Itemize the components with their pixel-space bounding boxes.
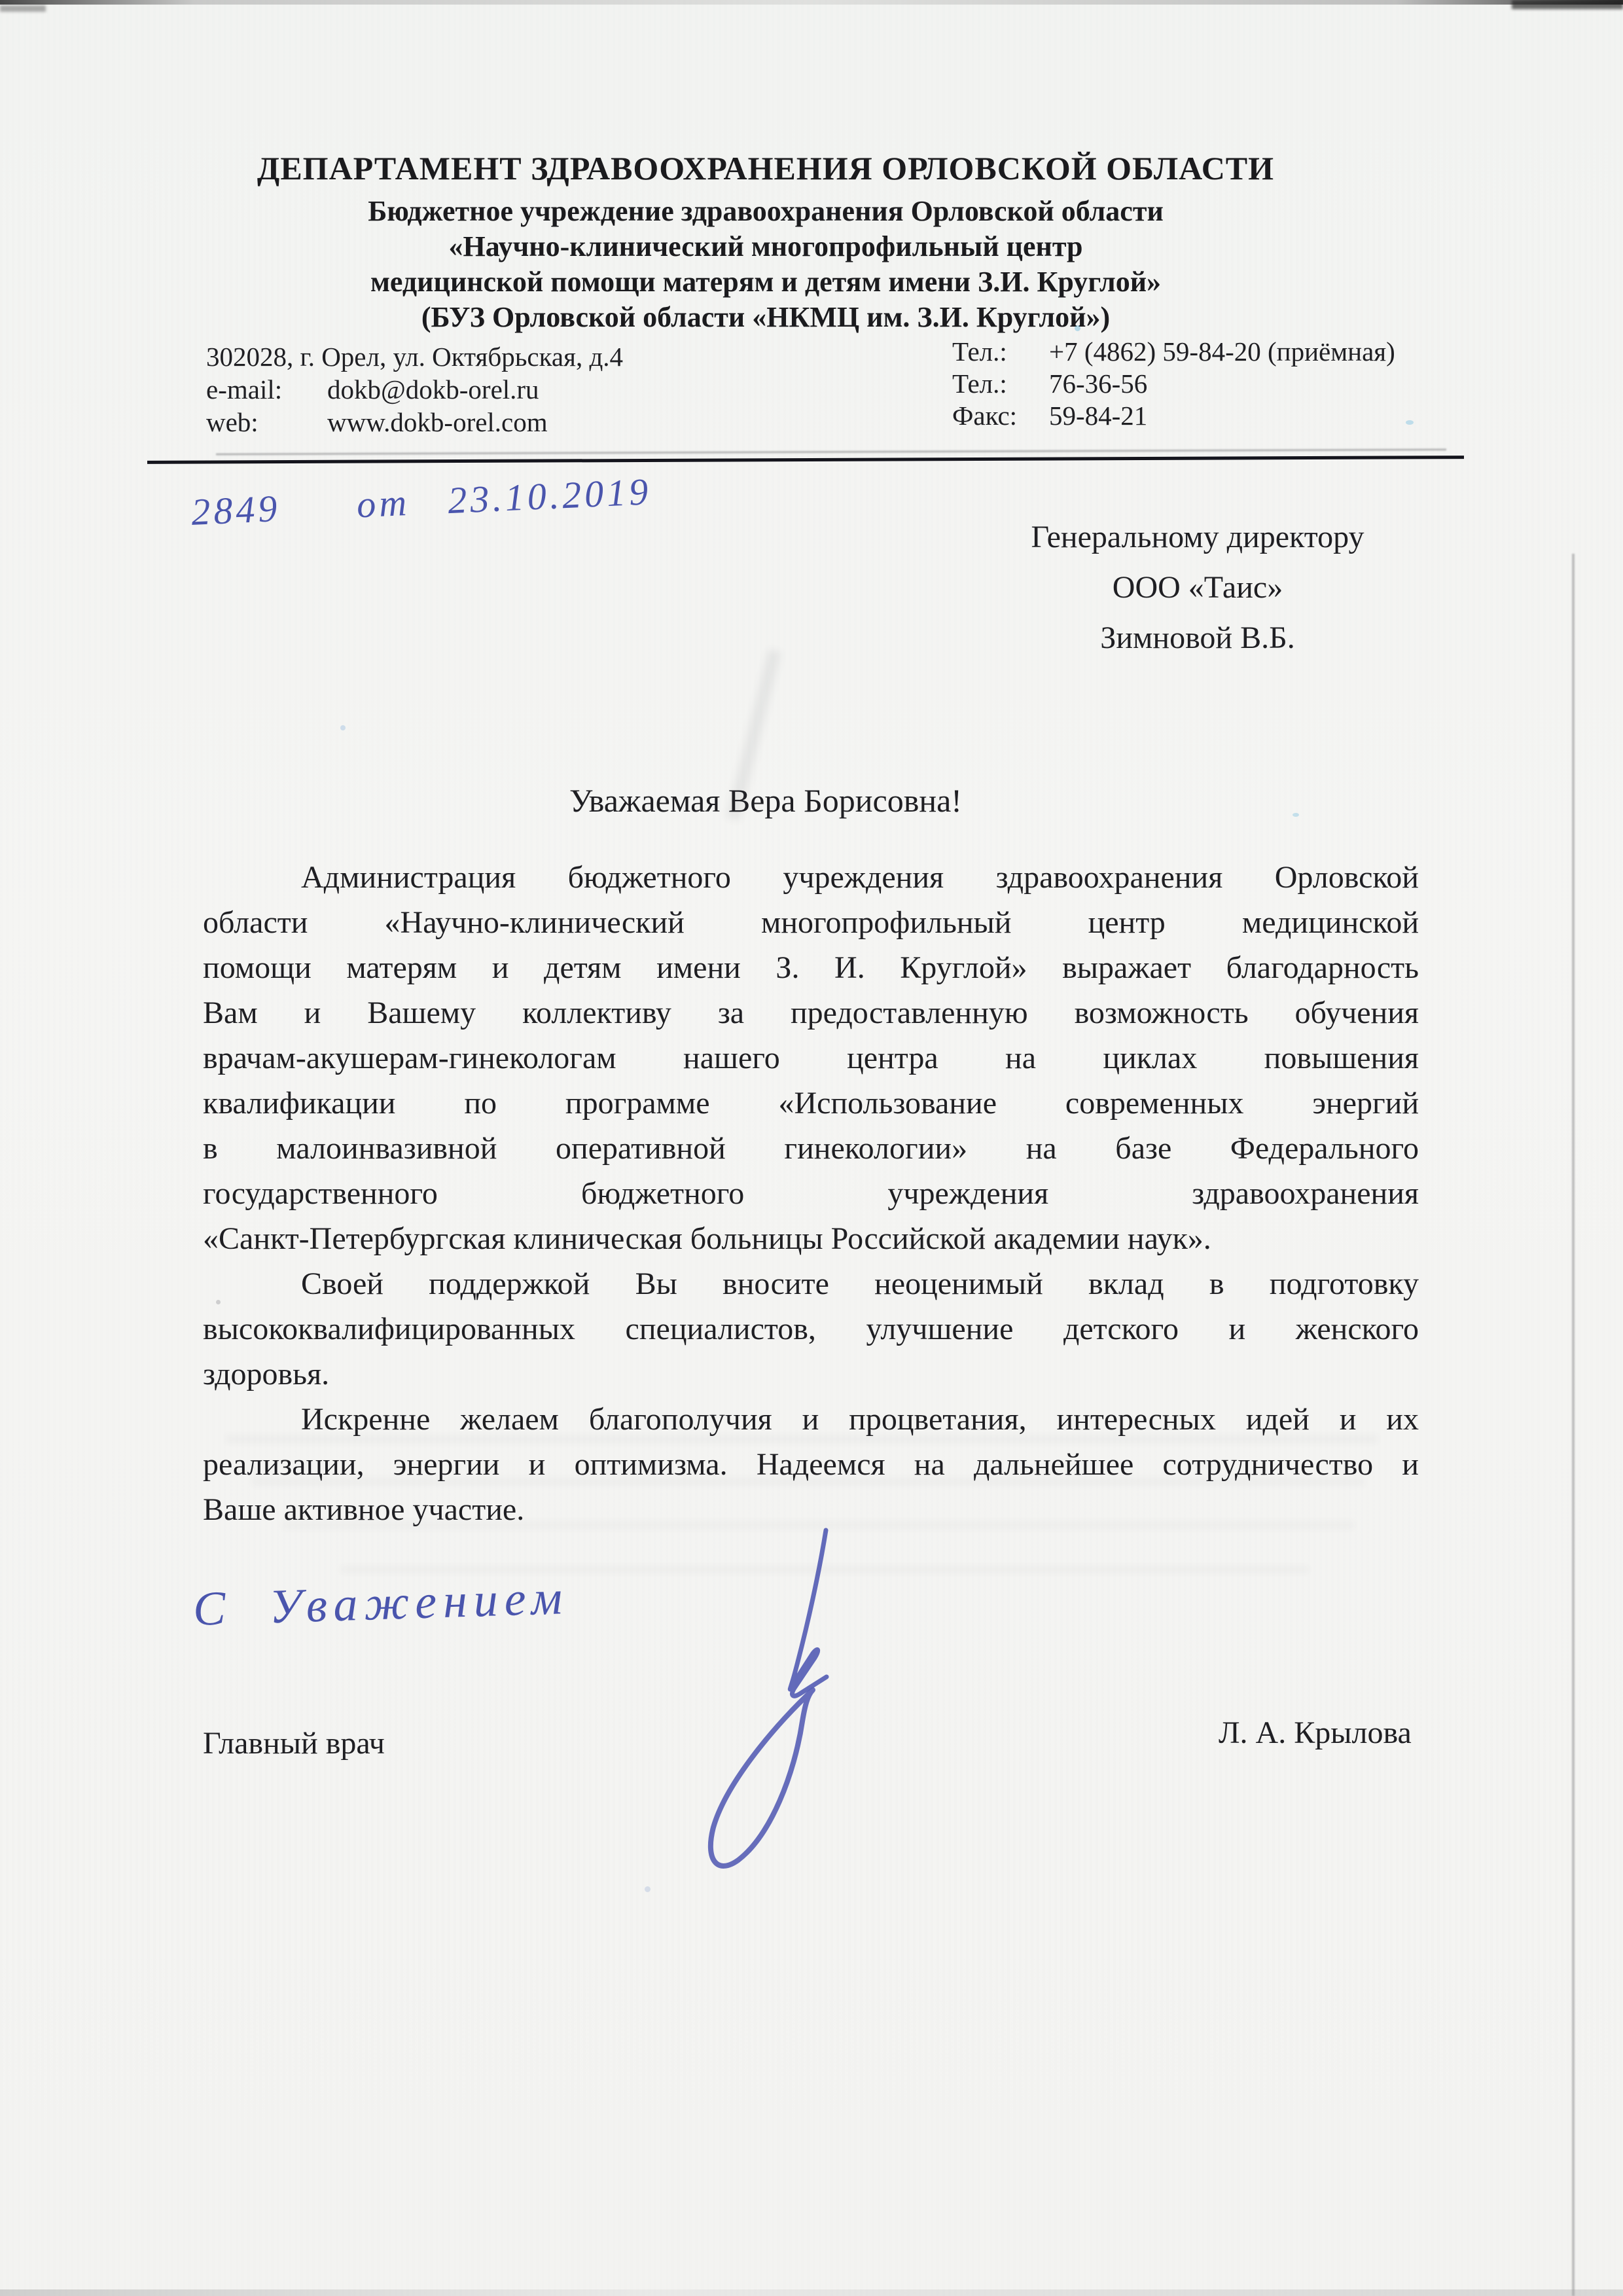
phone-label: Тел.: <box>952 336 1007 367</box>
body-line: здоровья. <box>203 1357 330 1391</box>
recipient-title: Генеральному директору <box>1031 520 1364 554</box>
body-line: «Санкт-Петербургская клиническая больницы Российской академии наук». <box>203 1221 1211 1256</box>
contact-block-left <box>206 340 623 439</box>
scan-speckle <box>1293 813 1299 817</box>
salutation: Уважаемая Вера Борисовна! <box>569 782 962 819</box>
scan-edge-top <box>0 0 1623 5</box>
scan-edge-right <box>1572 554 1575 2296</box>
handwritten-registration-number: 2849 от 23.10.2019 <box>190 470 652 533</box>
contact-row <box>952 368 1395 400</box>
letterhead-department: ДЕПАРТАМЕНТ ЗДРАВООХРАНЕНИЯ ОРЛОВСКОЙ ОБЛАСТИ <box>257 150 1275 187</box>
body-line: Ваше активное участие. <box>203 1492 525 1527</box>
paragraph <box>203 855 1419 1261</box>
signer-position: Главный врач <box>203 1726 385 1761</box>
contact-row <box>952 400 1395 432</box>
web-value: www.dokb-orel.com <box>327 407 548 437</box>
show-through-artifact <box>281 1521 1355 1529</box>
signature-scribble-icon <box>674 1525 857 1872</box>
body-line: квалификации по программе «Использование современных энергий <box>203 1086 1419 1121</box>
body-line: Вам и Вашему коллективу за предоставленную возможность обучения <box>203 996 1419 1030</box>
signer-name: Л. А. Крылова <box>1219 1715 1412 1750</box>
body-line: помощи матерям и детям имени З. И. Круглой» выражает благодарность <box>203 950 1419 985</box>
paragraph <box>203 1261 1419 1397</box>
phone-label: Тел.: <box>952 368 1007 399</box>
scan-speckle <box>216 1300 221 1304</box>
body-line: в малоинвазивной оперативной гинекологии» на базе Федерального <box>203 1131 1419 1166</box>
phone-value: 76-36-56 <box>1049 368 1148 399</box>
body-line: высококвалифицированных специалистов, улучшение детского и женского <box>203 1312 1419 1346</box>
scan-speckle <box>340 725 346 730</box>
letterhead-org-line: «Научно-клинический многопрофильный центр <box>448 230 1083 262</box>
separator-rule <box>147 456 1464 464</box>
recipient-person: Зимновой В.Б. <box>1100 620 1295 655</box>
scan-speckle <box>1406 420 1414 425</box>
body-line: Администрация бюджетного учреждения здравоохранения Орловской <box>301 860 1419 895</box>
letterhead-org-line: Бюджетное учреждение здравоохранения Орловской области <box>368 195 1164 227</box>
phone-value: +7 (4862) 59-84-20 (приёмная) <box>1049 336 1395 367</box>
body-line: Искренне желаем благополучия и процветания, интересных идей и их <box>301 1402 1419 1437</box>
scan-edge-bottom <box>0 2289 1623 2296</box>
handwritten-regards: С Уважением <box>192 1571 570 1636</box>
contact-block-right <box>952 336 1395 432</box>
body-line: врачам-акушерам-гинекологам нашего центра на циклах повышения <box>203 1041 1419 1075</box>
letterhead-org-line: (БУЗ Орловской области «НКМЦ им. З.И. Круглой») <box>421 301 1111 333</box>
recipient-block <box>949 512 1446 663</box>
fax-value: 59-84-21 <box>1049 401 1148 431</box>
show-through-artifact <box>340 1566 1309 1573</box>
email-label: e-mail: <box>206 374 283 404</box>
scan-speckle <box>645 1886 651 1892</box>
contact-row <box>206 373 623 406</box>
show-through-artifact <box>226 1435 1378 1443</box>
contact-row <box>206 406 623 439</box>
body-line: реализации, энергии и оптимизма. Надеемся на дальнейшее сотрудничество и <box>203 1447 1419 1482</box>
scan-corner-mark <box>1512 0 1623 9</box>
scan-speckle <box>1075 325 1080 331</box>
paragraph <box>203 1397 1419 1532</box>
body-line: области «Научно-клинический многопрофильный центр медицинской <box>203 905 1419 940</box>
letterhead-org-line: медицинской помощи матерям и детям имени З.И. Круглой» <box>370 266 1162 298</box>
fax-label: Факс: <box>952 401 1018 431</box>
scan-corner-mark <box>0 5 46 12</box>
postal-address: 302028, г. Орел, ул. Октябрьская, д.4 <box>206 342 624 372</box>
body-line: Своей поддержкой Вы вносите неоценимый вклад в подготовку <box>301 1266 1419 1301</box>
email-value: dokb@dokb-orel.ru <box>327 374 539 404</box>
separator-rule-ghost <box>216 448 1446 455</box>
body-paragraphs <box>203 855 1419 1532</box>
show-through-artifact <box>252 1478 1364 1486</box>
contact-row <box>952 336 1395 368</box>
web-label: web: <box>206 407 259 437</box>
letterhead <box>39 149 1492 335</box>
recipient-company: ООО «Таис» <box>1112 570 1283 605</box>
body-line: государственного бюджетного учреждения здравоохранения <box>203 1176 1419 1211</box>
